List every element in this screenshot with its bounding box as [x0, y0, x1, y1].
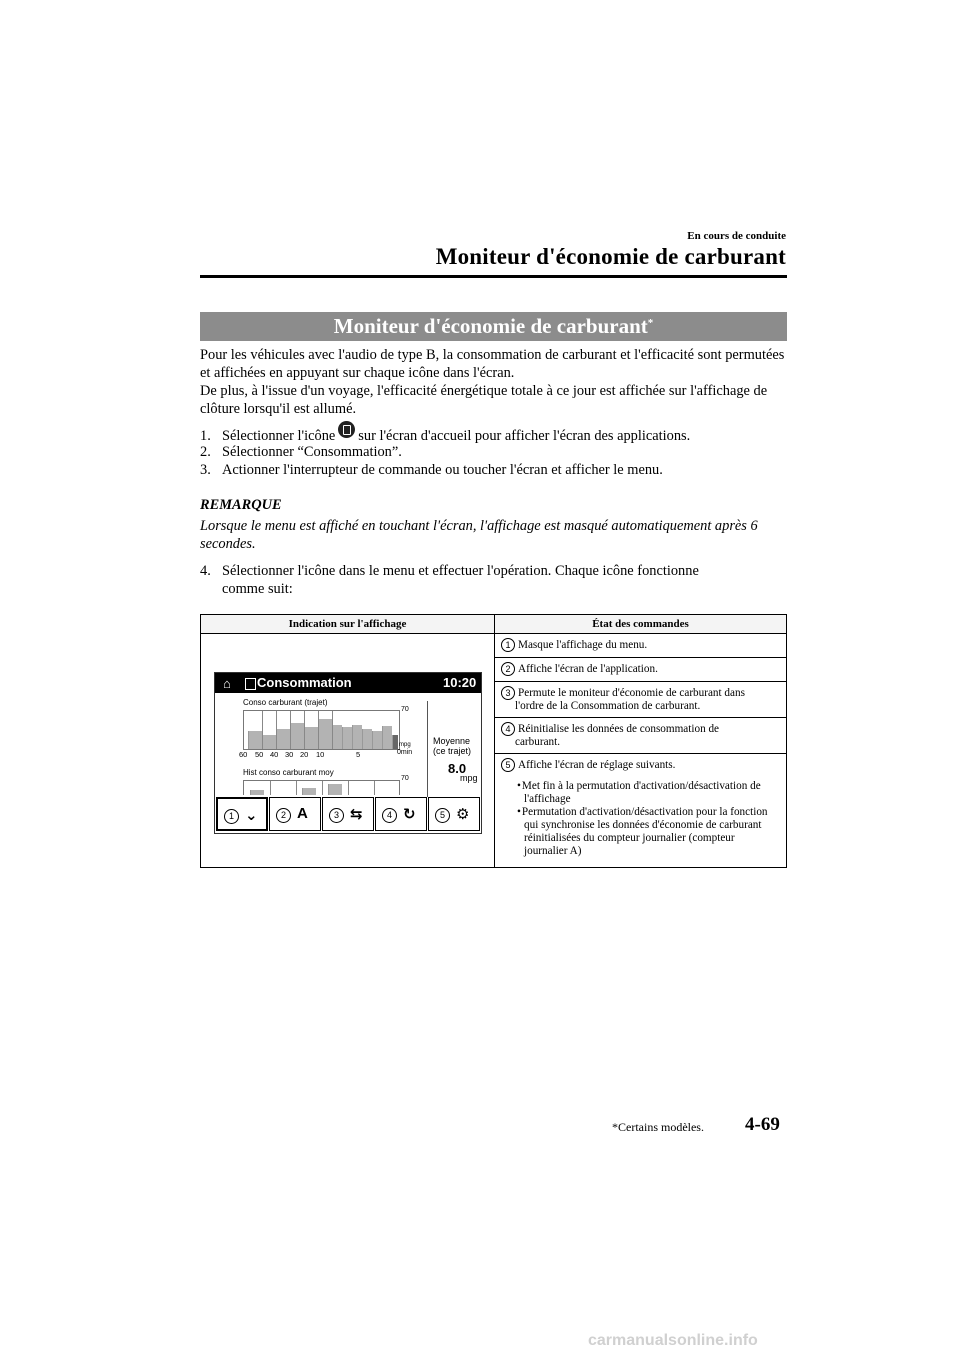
chart-unit-mpg: mpg [399, 742, 411, 748]
chart-bar [352, 725, 362, 749]
chart-bar [342, 727, 352, 749]
apps-icon: A [297, 805, 308, 822]
table-row: 5 Affiche l'écran de réglage suivants. • Met fin à la permutation d'activation/désactivation de l'affichage • Permutation d'activation/désactivation pour la fonction qui synchronise les données d'économie de carburant réinitialisées du compteur journalier (compteur journalier A) [495, 754, 786, 866]
callout-number: 3 [329, 808, 344, 823]
average-unit: mpg [460, 773, 478, 783]
chart-tick: 30 [285, 750, 294, 759]
settings-bullets [501, 780, 778, 858]
page-header-title: Moniteur d'économie de carburant [435, 244, 786, 269]
watermark: carmanualsonline.info [588, 1332, 758, 1349]
chart-bar [332, 725, 342, 749]
chart-bar [304, 727, 318, 749]
chart-bar [248, 731, 262, 749]
chart-bar [250, 790, 264, 795]
applications-icon [338, 421, 355, 438]
callout-number: 2 [276, 808, 291, 823]
gear-icon: ⚙ [456, 806, 470, 823]
menu-function-table [200, 614, 787, 868]
screen-menu-bar [215, 797, 481, 833]
table-row: 4 Réinitialise les données de consommation de carburant. [495, 718, 786, 754]
app-icon [245, 678, 256, 690]
reset-icon: ↻ [403, 806, 416, 823]
chart-tick: 20 [300, 750, 309, 759]
intro-text [200, 346, 790, 418]
intro-paragraph-1: Pour les véhicules avec l'audio de type B, la consommation de carburant et l'efficacité sont permutées et affichées en appuyant sur chaque icône dans l'écran. [200, 347, 785, 381]
consommation-screen [214, 672, 482, 834]
bullet-item: • Permutation d'activation/désactivation pour la fonction qui synchronise les données d'économie de carburant réinitialisées du compteur journalier (compteur journalier A) [517, 806, 778, 858]
chart-bar [262, 735, 276, 749]
callout-number: 1 [224, 809, 239, 824]
chart-bar [276, 729, 290, 749]
screen-title: Consommation [257, 675, 352, 690]
average-label: Moyenne [433, 736, 471, 746]
chart-history-ymax: 70 [401, 775, 409, 782]
chevron-down-icon: ⌄ [245, 807, 258, 824]
menu-reset-button[interactable] [375, 797, 427, 831]
table-row: 3 Permute le moniteur d'économie de carburant dans l'ordre de la Consommation de carburant. [495, 682, 786, 718]
home-icon: ⌂ [223, 676, 231, 691]
chart-tick: 50 [255, 750, 264, 759]
chart-trip [243, 710, 400, 750]
page-number: 4-69 [745, 1114, 780, 1135]
menu-switch-button[interactable] [322, 797, 374, 831]
chart-tick: 10 [316, 750, 325, 759]
screen-separator [427, 701, 428, 799]
chart-tick: 5 [356, 750, 361, 759]
banner-title: Moniteur d'économie de carburant [333, 314, 648, 338]
switch-icon: ⇆ [350, 806, 363, 823]
section-banner [200, 312, 787, 341]
note-body: Lorsque le menu est affiché en touchant l'écran, l'affichage est masqué automatiquement après 6 secondes. [200, 518, 758, 552]
callout-number: 4 [382, 808, 397, 823]
chart-bar [392, 735, 398, 749]
callout-number: 5 [435, 808, 450, 823]
chart-bar [290, 723, 304, 749]
chart-bar [302, 788, 316, 795]
chart-unit-min: 0min [397, 749, 413, 756]
chart-history [243, 780, 400, 795]
average-sublabel: (ce trajet) [433, 746, 472, 756]
step-3: 3. Actionner l'interrupteur de commande ou toucher l'écran et afficher le menu. [200, 462, 663, 478]
chart-trip-label: Conso carburant (trajet) [243, 698, 328, 707]
chart-tick: 40 [270, 750, 279, 759]
table-header-indication: Indication sur l'affichage [201, 615, 495, 634]
bullet-item: • Met fin à la permutation d'activation/désactivation de l'affichage [517, 780, 778, 806]
intro-paragraph-2: De plus, à l'issue d'un voyage, l'efficacité énergétique totale à ce jour est affichée sur l'affichage de clôture lorsqu'il est allumé. [200, 383, 768, 417]
menu-apps-button[interactable] [269, 797, 321, 831]
screen-title-bar [215, 673, 481, 693]
chart-bar [328, 784, 342, 795]
table-header-commands: État des commandes [495, 615, 786, 634]
banner-asterisk: * [647, 317, 654, 329]
table-row: 2 Affiche l'écran de l'application. [495, 658, 786, 682]
chart-tick: 60 [239, 750, 248, 759]
chart-bar [372, 731, 382, 749]
section-label: En cours de conduite [687, 230, 786, 242]
step-4: 4. Sélectionner l'icône dans le menu et effectuer l'opération. Chaque icône fonctionne comme suit: [200, 563, 699, 597]
header-rule [200, 275, 787, 278]
chart-bar [382, 726, 392, 749]
chart-bar [362, 729, 372, 749]
chart-bar [318, 719, 332, 749]
chart-trip-ymax: 70 [401, 706, 409, 713]
step-1: 1. Sélectionner l'icône sur l'écran d'accueil pour afficher l'écran des applications. [200, 425, 790, 445]
clock: 10:20 [443, 675, 477, 690]
menu-hide-button[interactable] [216, 797, 268, 831]
step-2: 2. Sélectionner “Consommation”. [200, 444, 402, 460]
chart-history-label: Hist conso carburant moy [243, 768, 334, 777]
average-value: 8.0 [448, 761, 467, 776]
note-title: REMARQUE [200, 497, 282, 513]
menu-settings-button[interactable] [428, 797, 480, 831]
table-row: 1 Masque l'affichage du menu. [495, 634, 786, 658]
footnote: *Certains modèles. [612, 1120, 704, 1134]
